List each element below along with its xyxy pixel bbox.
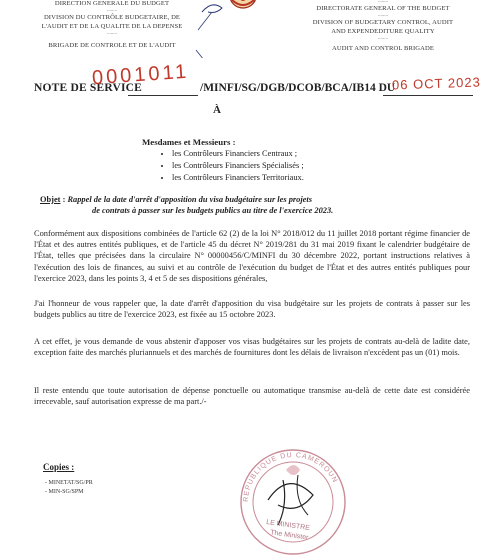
emblem-icon: [228, 0, 258, 12]
header-right-line: DIVISION OF BUDGETARY CONTROL, AUDIT: [312, 19, 454, 26]
copies-item: - MIN-SG/SPM: [45, 489, 84, 495]
objet-line2: de contrats à passer sur les budgets publics au titre de l'exercice 2023.: [92, 205, 334, 215]
copies-item: - MINETAT/SG/PR: [45, 480, 93, 486]
stamp-title: LE MINISTRE: [265, 518, 311, 533]
official-stamp: [228, 440, 358, 555]
header-dots: ........: [107, 31, 117, 36]
salutation: Mesdames et Messieurs :: [142, 137, 236, 147]
note-date-stamp: 06 OCT 2023: [391, 74, 482, 93]
copies-label: Copies :: [43, 462, 75, 472]
header-left-line: L'AUDIT ET DE LA QUALITE DE LA DEPENSE: [41, 23, 183, 30]
header-left-line: BRIGADE DE CONTROLE ET DE L'AUDIT: [48, 42, 176, 49]
destination-a: À: [213, 104, 221, 116]
date-underline: [383, 95, 473, 96]
header-right-line: AND EXPENDEDITURE QUALITY: [331, 28, 435, 35]
header-dots: ........: [378, 0, 388, 4]
paragraph-4: Il reste entendu que toute autorisation de dépense ponctuelle ou automatique transmise au-delà de cette date est considérée irrecevable, sauf autorisation expresse de ma part./-: [34, 386, 470, 407]
header-dots: ........: [107, 8, 117, 13]
objet-block: Objet : Rappel de la date d'arrêt d'apposition du visa budgétaire sur les projets de contrats à passer sur les budgets publics au titre de l'exercice 2023.: [40, 195, 460, 216]
paragraph-1: Conformément aux dispositions combinées de l'article 62 (2) de la loi N° 2018/012 du 11 juillet 2018 portant régime financier de l'État et des autres entités publiques, et de l'article 45 du décret N° 2019/281 du 31 mai 2019 fixant le calendrier budgétaire de l'État, telles que précisées dans la circulaire N° 00000456/C/MINFI du 30 décembre 2022, portant instructions relatives à l'exécution des lois de finances, au suivi et au contrôle de l'exécution du budget de l'État et des autres entités publiques pour l'exercice 2023, dans les points 3, 4 et 5 de ses dispositions générales,: [34, 229, 470, 283]
paragraph-3: A cet effet, je vous demande de vous abstenir d'apposer vos visas budgétaires sur les projets de contrats au-delà de ladite date, exception faite des marchés pluriannuels et des marchés de fournitures dont les délais de livraison n'excèdent pas un (01) mois.: [34, 337, 470, 358]
header-right-line: AUDIT AND CONTROL BRIGADE: [332, 45, 434, 52]
header-left-line: DIRECTION GENERALE DU BUDGET: [54, 0, 170, 7]
header-left: [8, 0, 216, 50]
recipient-list: [160, 148, 304, 184]
objet-line1: Rappel de la date d'arrêt d'apposition du visa budgétaire sur les projets: [67, 195, 312, 204]
header-right-line: DIRECTORATE GENERAL OF THE BUDGET: [316, 5, 450, 12]
header-right: [276, 0, 490, 53]
recipient-item: • les Contrôleurs Financiers Spécialisés ;: [172, 160, 304, 172]
stamp-title-en: The Minister: [269, 529, 309, 542]
note-number-stamp: 0001011: [91, 60, 191, 90]
header-left-line: DIVISION DU CONTRÔLE BUDGETAIRE, DE: [43, 14, 181, 21]
note-reference: /MINFI/SG/DGB/DCOB/BCA/IB14 DU: [200, 82, 396, 94]
stamp-ring-text: REPUBLIQUE DU CAMEROUN: [242, 451, 339, 503]
note-label: NOTE DE SERVICE: [34, 82, 143, 94]
header-dots: ........: [378, 13, 388, 18]
note-underline: [128, 95, 198, 96]
objet-label: Objet: [40, 195, 61, 204]
header-dots: ........: [378, 36, 388, 41]
paragraph-2: J'ai l'honneur de vous rappeler que, la date d'arrêt d'apposition du visa budgétaire sur les projets de contrats à passer sur les budgets publics au titre de l'exercice 2023, est fixée au 15 octobre 2023.: [34, 299, 470, 320]
recipient-item: • les Contrôleurs Financiers Centraux ;: [172, 148, 304, 160]
recipient-item: • les Contrôleurs Financiers Territoriaux.: [172, 172, 304, 184]
pen-mark-icon: [188, 0, 228, 63]
